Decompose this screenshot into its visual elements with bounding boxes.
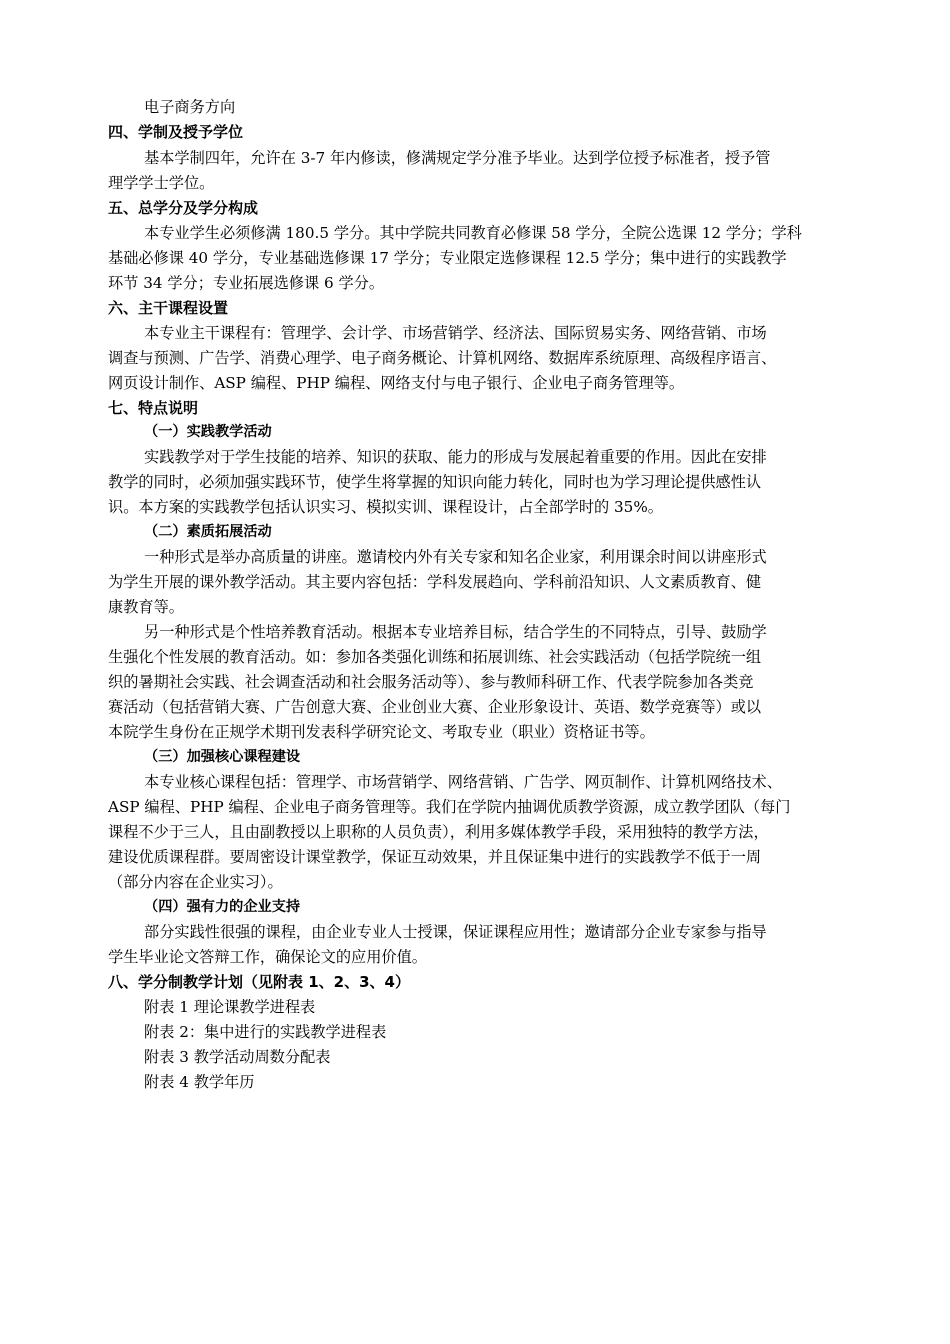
paragraph-line: 环节 34 学分；专业拓展选修课 6 学分。 [108,274,385,292]
paragraph-line: 赛活动（包括营销大赛、广告创意大赛、企业创业大赛、企业形象设计、英语、数学竞赛等）或以 [108,698,762,716]
subsection-heading: （一）实践教学活动 [144,424,272,440]
paragraph-line: 学生毕业论文答辩工作，确保论文的应用价值。 [108,948,427,966]
paragraph-line: 本院学生身份在正规学术期刊发表科学研究论文、考取专业（职业）资格证书等。 [108,723,655,741]
paragraph-line: 电子商务方向 [144,98,236,116]
section-heading: 七、特点说明 [108,399,199,417]
subsection-heading: （二）素质拓展活动 [144,524,272,540]
appendix-item: 附表 1 理论课教学进程表 [144,998,316,1016]
appendix-item: 附表 3 教学活动周数分配表 [144,1048,331,1066]
paragraph-line: 织的暑期社会实践、社会调查活动和社会服务活动等）、参与教师科研工作、代表学院参加各类竞 [108,673,754,691]
paragraph-line: 另一种形式是个性培养教育活动。根据本专业培养目标，结合学生的不同特点，引导、鼓励学 [144,623,767,641]
appendix-item: 附表 4 教学年历 [144,1073,255,1091]
section-heading: 八、学分制教学计划（见附表 1、2、3、4） [108,973,410,991]
paragraph-line: 康教育等。 [108,598,184,616]
subsection-heading: （四）强有力的企业支持 [144,899,301,915]
paragraph-line: 一种形式是举办高质量的讲座。邀请校内外有关专家和知名企业家，利用课余时间以讲座形式 [144,548,767,566]
paragraph-line: 部分实践性很强的课程，由企业专业人士授课，保证课程应用性；邀请部分企业专家参与指导 [144,923,767,941]
paragraph-line: 课程不少于三人，且由副教授以上职称的人员负责），利用多媒体教学手段，采用独特的教学方法， [108,823,769,841]
paragraph-line: 教学的同时，必须加强实践环节，使学生将掌握的知识向能力转化，同时也为学习理论提供感性认 [108,473,762,491]
paragraph-line: 基础必修课 40 学分，专业基础选修课 17 学分；专业限定选修课程 12.5 学分；集中进行的实践教学 [108,249,787,267]
paragraph-line: 识。本方案的实践教学包括认识实习、模拟实训、课程设计，占全部学时的 35%。 [108,498,663,516]
paragraph-line: 基本学制四年，允许在 3-7 年内修读，修满规定学分准予毕业。达到学位授予标准者，授予管 [144,149,771,167]
paragraph-line: 网页设计制作、ASP 编程、PHP 编程、网络支付与电子银行、企业电子商务管理等。 [108,374,685,392]
paragraph-line: 理学学士学位。 [108,174,215,192]
paragraph-line: 本专业主干课程有：管理学、会计学、市场营销学、经济法、国际贸易实务、网络营销、市场 [144,324,767,342]
paragraph-line: 建设优质课程群。要周密设计课堂教学，保证互动效果，并且保证集中进行的实践教学不低于一周 [108,848,762,866]
paragraph-line: 实践教学对于学生技能的培养、知识的获取、能力的形成与发展起着重要的作用。因此在安排 [144,448,767,466]
paragraph-line: 为学生开展的课外教学活动。其主要内容包括：学科发展趋向、学科前沿知识、人文素质教育、健 [108,573,762,591]
paragraph-line: 生强化个性发展的教育活动。如：参加各类强化训练和拓展训练、社会实践活动（包括学院统一组 [108,648,762,666]
paragraph-line: 调查与预测、广告学、消费心理学、电子商务概论、计算机网络、数据库系统原理、高级程序语言、 [108,349,777,367]
subsection-heading: （三）加强核心课程建设 [144,749,301,765]
paragraph-line: （部分内容在企业实习）。 [108,873,283,891]
paragraph-line: 本专业核心课程包括：管理学、市场营销学、网络营销、广告学、网页制作、计算机网络技术、 [144,773,782,791]
paragraph-line: 本专业学生必须修满 180.5 学分。其中学院共同教育必修课 58 学分，全院公选课 12 学分；学科 [144,224,802,242]
section-heading: 六、主干课程设置 [108,299,229,317]
paragraph-line: ASP 编程、PHP 编程、企业电子商务管理等。我们在学院内抽调优质教学资源，成立教学团队（每门 [108,798,791,816]
section-heading: 五、总学分及学分构成 [108,199,259,217]
section-heading: 四、学制及授予学位 [108,123,244,141]
appendix-item: 附表 2：集中进行的实践教学进程表 [144,1023,387,1041]
